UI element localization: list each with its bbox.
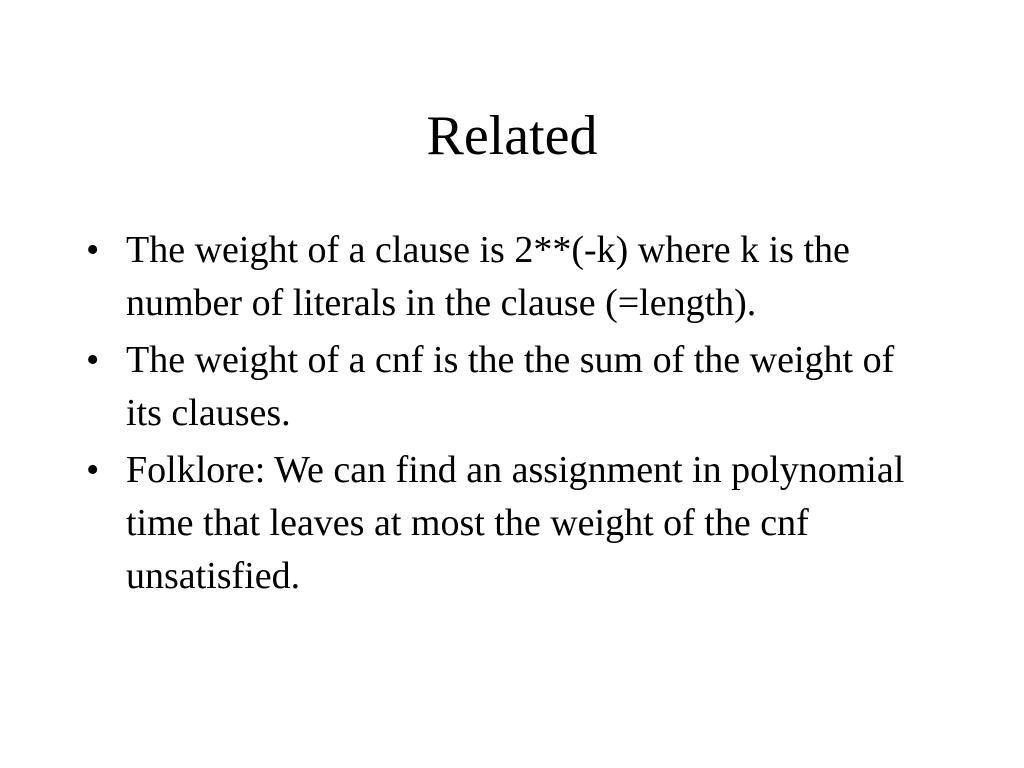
bullet-icon: • — [86, 449, 100, 491]
bullet-text: Folklore: We can find an assignment in polynomial time that leaves at most the weight of the cnf unsatisfied. — [126, 449, 905, 597]
bullet-text: The weight of a cnf is the the sum of the weight of its clauses. — [126, 339, 895, 434]
bullet-icon: • — [86, 229, 100, 271]
slide-title: Related — [426, 105, 598, 167]
bullet-item-folklore — [86, 444, 946, 603]
bullet-text: The weight of a clause is 2**(-k) where k is the number of literals in the clause (=length). — [126, 229, 850, 324]
bullet-list — [86, 224, 946, 607]
bullet-icon: • — [86, 339, 100, 381]
bullet-item-weight-of-cnf — [86, 334, 946, 440]
bullet-item-weight-of-clause — [86, 224, 946, 330]
